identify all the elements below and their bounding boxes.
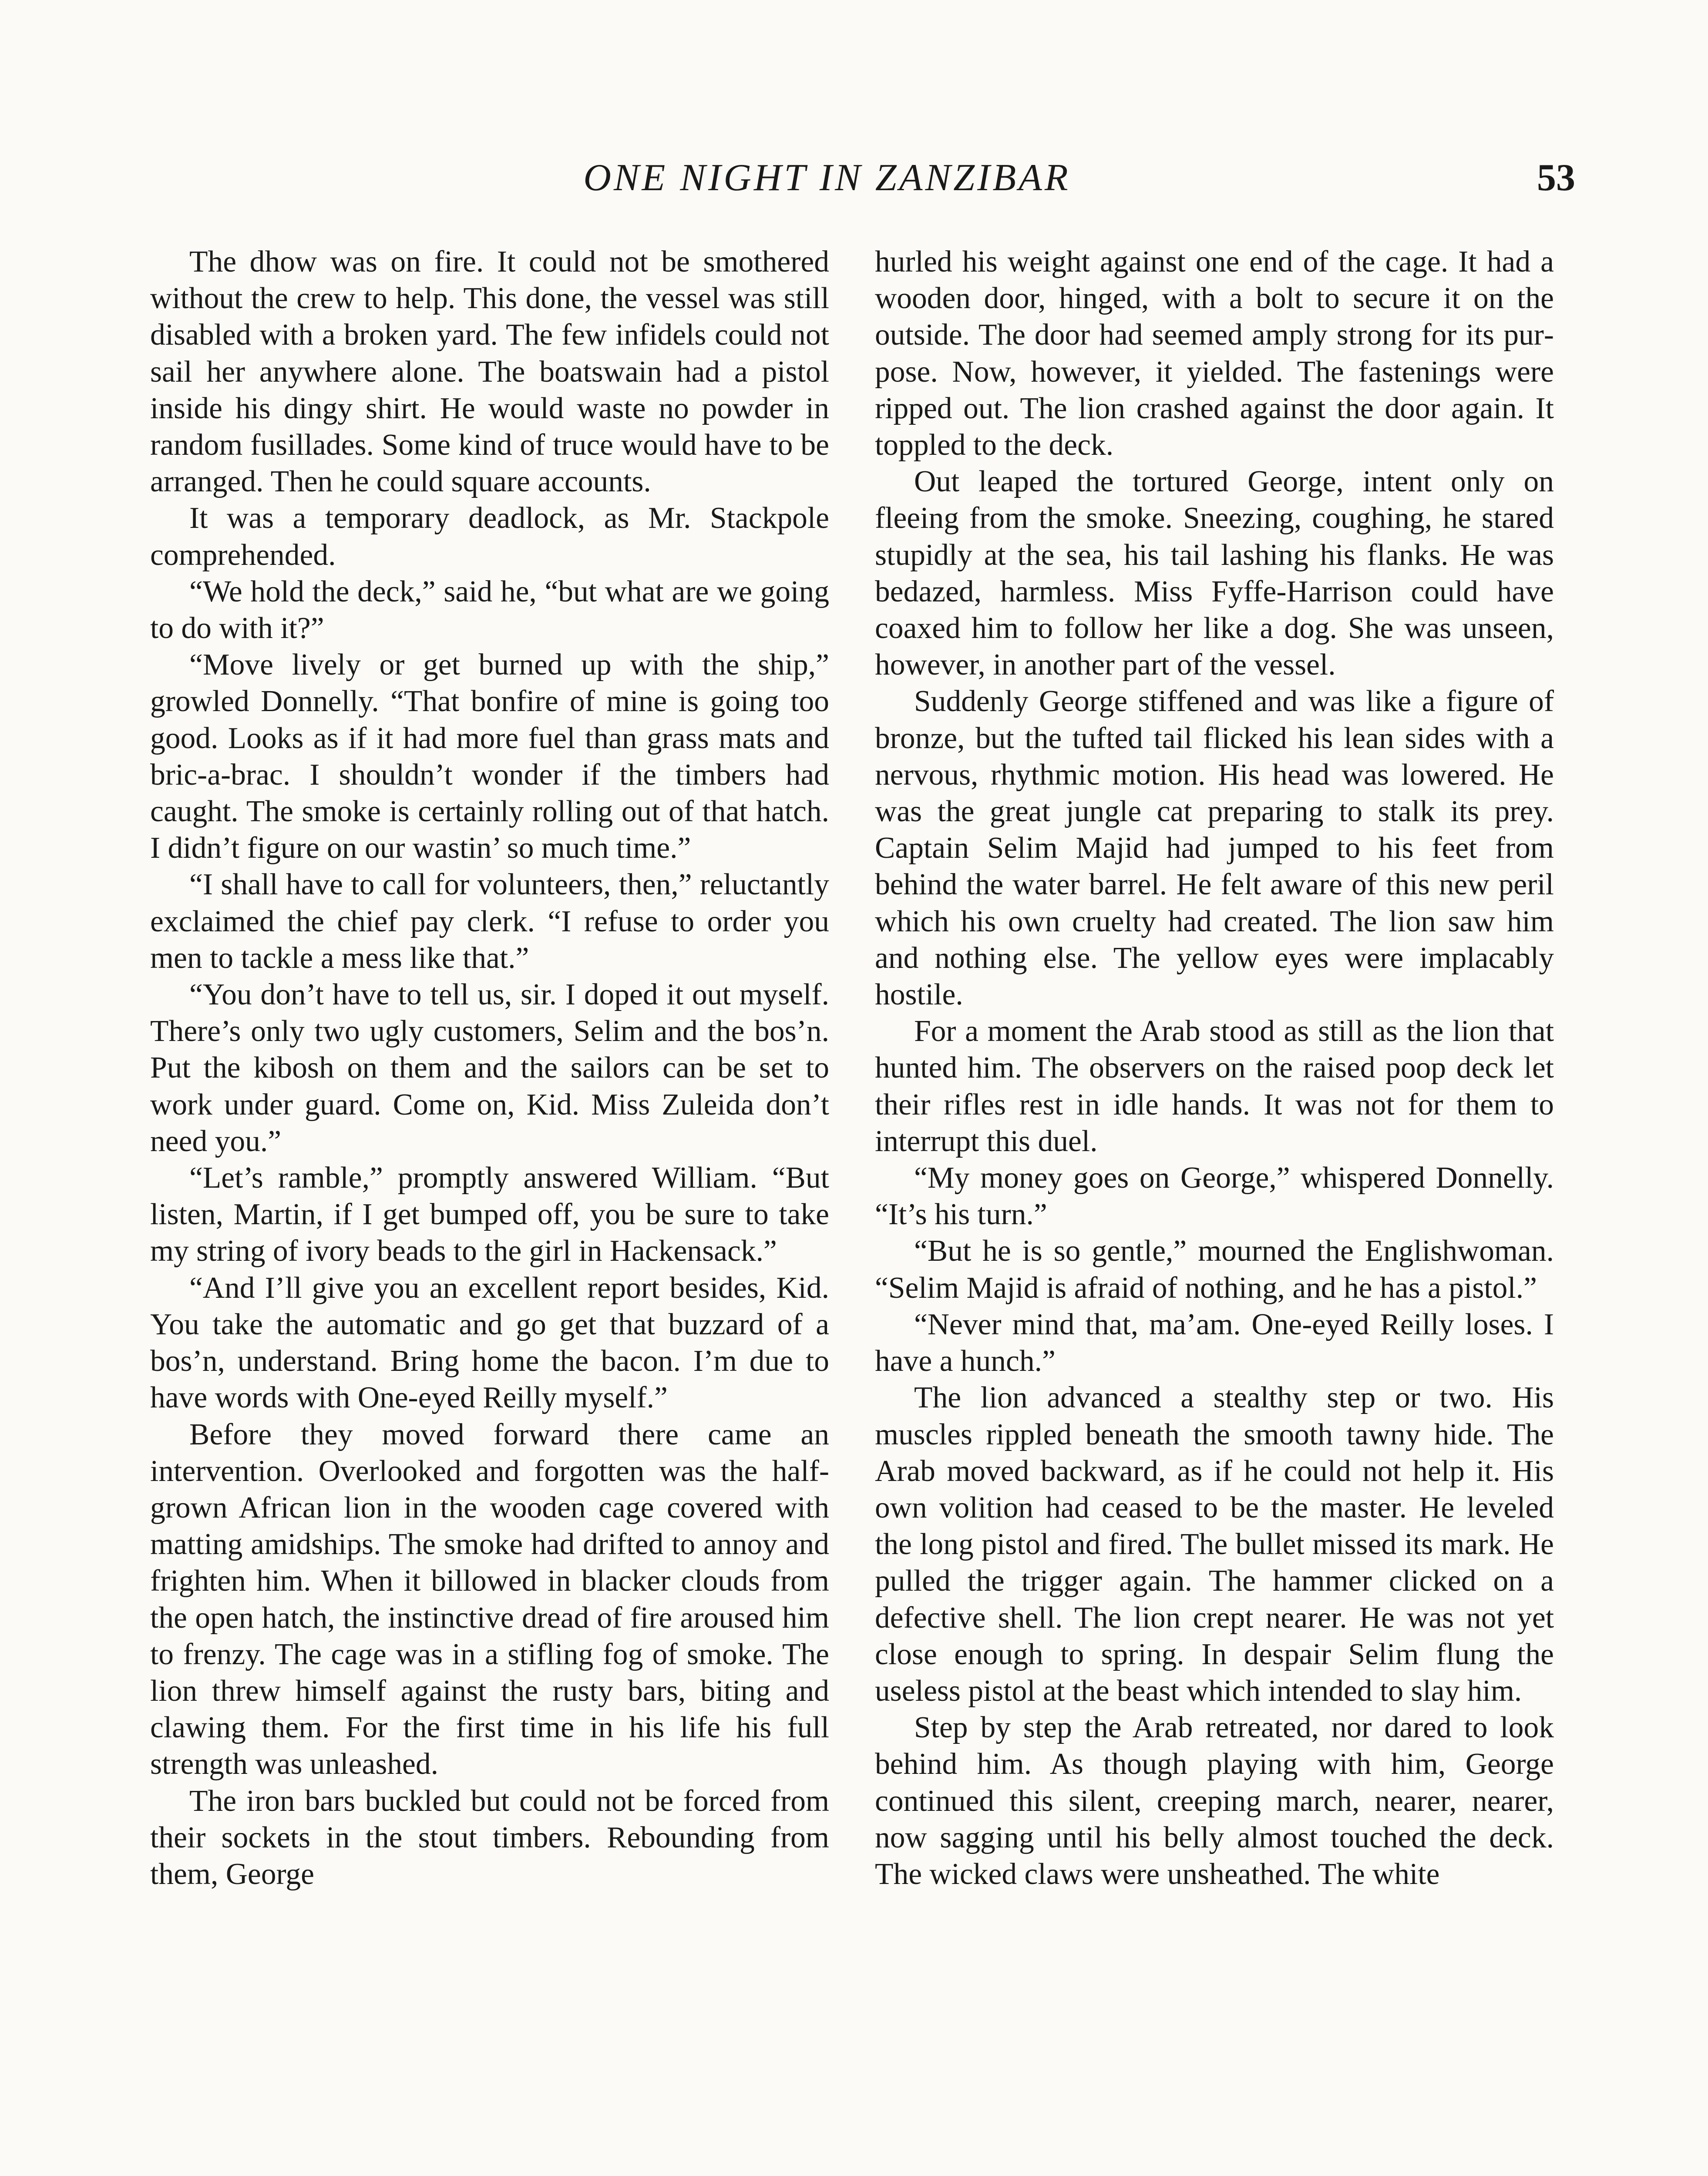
paragraph: The iron bars buckled but could not be forced from their sockets in the stout timbers. Rebounding from them, George (150, 1784, 829, 1891)
paragraph: Step by step the Arab retreated, nor dared to look behind him. As though playing with him, George continued this silent, creeping march, nearer, nearer, now sagging until his belly almost touched the deck. The wicked claws were unsheathed. The white (875, 1711, 1554, 1891)
paragraph: “Never mind that, ma’am. One-eyed Reilly loses. I have a hunch.” (875, 1307, 1554, 1378)
paragraph: It was a temporary deadlock, as Mr. Stackpole comprehended. (150, 501, 829, 572)
right-column (875, 244, 1554, 1893)
left-column (150, 244, 829, 1893)
page-number: 53 (1537, 157, 1575, 199)
running-title: ONE NIGHT IN ZANZIBAR (583, 157, 1071, 199)
paragraph: “But he is so gentle,” mourned the Englishwoman. “Selim Majid is afraid of nothing, and he has a pistol.” (875, 1234, 1554, 1305)
paragraph: For a moment the Arab stood as still as the lion that hunted him. The observers on the raised poop deck let their rifles rest in idle hands. It was not for them to interrupt this duel. (875, 1014, 1554, 1158)
paragraph: “Let’s ramble,” promptly answered William. “But listen, Martin, if I get bumped off, you be sure to take my string of ivory beads to the girl in Hackensack.” (150, 1161, 829, 1268)
paragraph: “Move lively or get burned up with the ship,” growled Donnelly. “That bonfire of mine is going too good. Looks as if it had more fuel than grass mats and bric-a-brac. I shouldn’t wonder if the timbers had caught. The smoke is certainly rolling out of that hatch. I didn’t figure on our wastin’ so much time.” (150, 648, 829, 865)
paragraph: “We hold the deck,” said he, “but what are we going to do with it?” (150, 574, 829, 645)
paragraph: The dhow was on fire. It could not be smothered without the crew to help. This done, the vessel was still disabled with a broken yard. The few infidels could not sail her anywhere alone. The boatswain had a pistol inside his dingy shirt. He would waste no powder in random fusillades. Some kind of truce would have to be arranged. Then he could square accounts. (150, 245, 829, 499)
paragraph: “And I’ll give you an excellent report besides, Kid. You take the automatic and go get that buzzard of a bos’n, understand. Bring home the bacon. I’m due to have words with One-eyed Reilly myself.” (150, 1271, 829, 1415)
paragraph: “I shall have to call for volunteers, then,” reluctantly exclaimed the chief pay clerk. “I refuse to order you men to tackle a mess like that.” (150, 868, 829, 975)
paragraph: “You don’t have to tell us, sir. I doped it out myself. There’s only two ugly customers, Selim and the bos’n. Put the kibosh on them and the sailors can be set to work under guard. Come on, Kid. Miss Zuleida don’t need you.” (150, 978, 829, 1158)
paragraph: Out leaped the tortured George, intent only on fleeing from the smoke. Sneezing, coughing, he stared stupidly at the sea, his tail lashing his flanks. He was bedazed, harmless. Miss Fyffe-Harrison could have coaxed him to follow her like a dog. She was unseen, however, in another part of the vessel. (875, 465, 1554, 682)
paragraph: The lion advanced a stealthy step or two. His muscles rippled beneath the smooth tawny hide. The Arab moved backward, as if he could not help it. His own volition had ceased to be the master. He leveled the long pistol and fired. The bullet missed its mark. He pulled the trigger again. The hammer clicked on a defective shell. The lion crept nearer. He was not yet close enough to spring. In despair Selim flung the useless pistol at the beast which intended to slay him. (875, 1381, 1554, 1708)
paragraph: Suddenly George stiffened and was like a figure of bronze, but the tufted tail flicked his lean sides with a nervous, rhythmic motion. His head was lowered. He was the great jungle cat preparing to stalk its prey. Captain Selim Majid had jumped to his feet from behind the water barrel. He felt aware of this new peril which his own cruelty had created. The lion saw him and nothing else. The yellow eyes were implacably hostile. (875, 685, 1554, 1012)
paragraph: “My money goes on George,” whispered Donnelly. “It’s his turn.” (875, 1161, 1554, 1232)
paragraph: Before they moved forward there came an intervention. Overlooked and forgotten was the half-grown African lion in the wooden cage covered with matting amidships. The smoke had drifted to annoy and frighten him. When it billowed in blacker clouds from the open hatch, the instinctive dread of fire aroused him to frenzy. The cage was in a stifling fog of smoke. The lion threw himself against the rusty bars, biting and clawing them. For the first time in his life his full strength was unleashed. (150, 1417, 829, 1781)
paragraph-continued: hurled his weight against one end of the cage. It had a wooden door, hinged, with a bolt to secure it on the outside. The door had seemed amply strong for its purpose. Now, however, it yielded. The fastenings were ripped out. The lion crashed against the door again. It toppled to the deck. (875, 245, 1554, 462)
